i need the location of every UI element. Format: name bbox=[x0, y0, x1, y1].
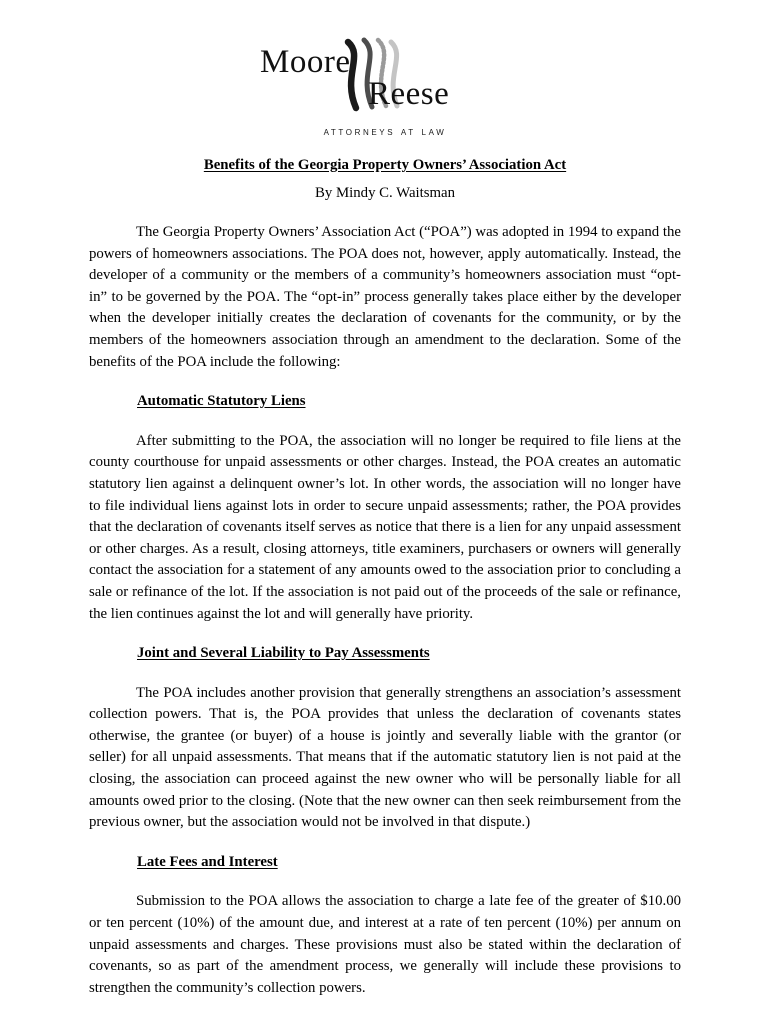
section-heading-label: Late Fees and Interest bbox=[137, 853, 278, 870]
letterhead bbox=[0, 0, 770, 138]
section-heading-label: Automatic Statutory Liens bbox=[137, 393, 306, 410]
byline: By Mindy C. Waitsman bbox=[315, 185, 455, 201]
section-heading-label: Joint and Several Liability to Pay Assessments bbox=[137, 645, 430, 662]
section-heading-automatic-statutory-liens bbox=[89, 391, 681, 413]
page-title: Benefits of the Georgia Property Owners’ Association Act bbox=[203, 157, 567, 173]
firm-tagline: attorneys at law bbox=[323, 126, 447, 138]
section-body-late-fees-and-interest: Submission to the POA allows the association to charge a late fee of the greater of $10.00 or ten percent (10%) of the amount due, and interest at a rate of ten percent (10%) per annum on unpaid assessments and charges. These provisions must also be stated within the declaration of covenants, so as part of the amendment process, we generally will include these provisions to strengthen the community’s collection powers. bbox=[89, 893, 681, 996]
section-body-automatic-statutory-liens: After submitting to the POA, the association will no longer be required to file liens at the county courthouse for unpaid assessments or other charges. Instead, the POA creates an automatic statutory lien against a delinquent owner’s lot. In other words, the association will no longer have to file individual liens against lots in order to secure unpaid assessments; rather, the POA provides that the declaration of covenants itself serves as notice that there is a lien for any unpaid assessment or other charges. As a result, closing attorneys, title examiners, purchasers or owners will generally contact the association for a statement of any amounts owed to the association prior to concluding a sale or refinance of the lot. If the association is not paid out of the proceeds of the sale or refinance, the lien continues against the lot and will generally have priority. bbox=[89, 432, 681, 622]
section-heading-joint-and-several-liability bbox=[89, 643, 681, 665]
logo-word-reese: Reese bbox=[368, 76, 450, 112]
section-heading-late-fees-and-interest bbox=[89, 852, 681, 874]
document-body bbox=[89, 138, 681, 999]
intro-paragraph: The Georgia Property Owners’ Association Act (“POA”) was adopted in 1994 to expand the powers of homeowners associations. The POA does not, however, apply automatically. Instead, the developer of a community or the members of a community’s homeowners association must “opt-in” to be governed by the POA. The “opt-in” process generally takes place either by the developer when the developer initially creates the declaration of covenants for the community, or by the members of the homeowners association through an amendment to the declaration. Some of the benefits of the POA include the following: bbox=[89, 224, 681, 370]
logo-word-moore: Moore bbox=[260, 44, 351, 80]
firm-logo bbox=[260, 36, 510, 114]
section-body-joint-and-several-liability: The POA includes another provision that generally strengthens an association’s assessment collection powers. That is, the POA provides that unless the declaration of covenants states otherwise, the grantee (or buyer) of a house is jointly and severally liable with the grantor (or seller) for all unpaid assessments. That means that if the automatic statutory lien is not paid at the closing, the association can proceed against the new owner who will be personally liable for all amounts owed prior to the closing. (Note that the new owner can then seek reimbursement from the previous owner, but the association would not be involved in that dispute.) bbox=[89, 684, 681, 831]
